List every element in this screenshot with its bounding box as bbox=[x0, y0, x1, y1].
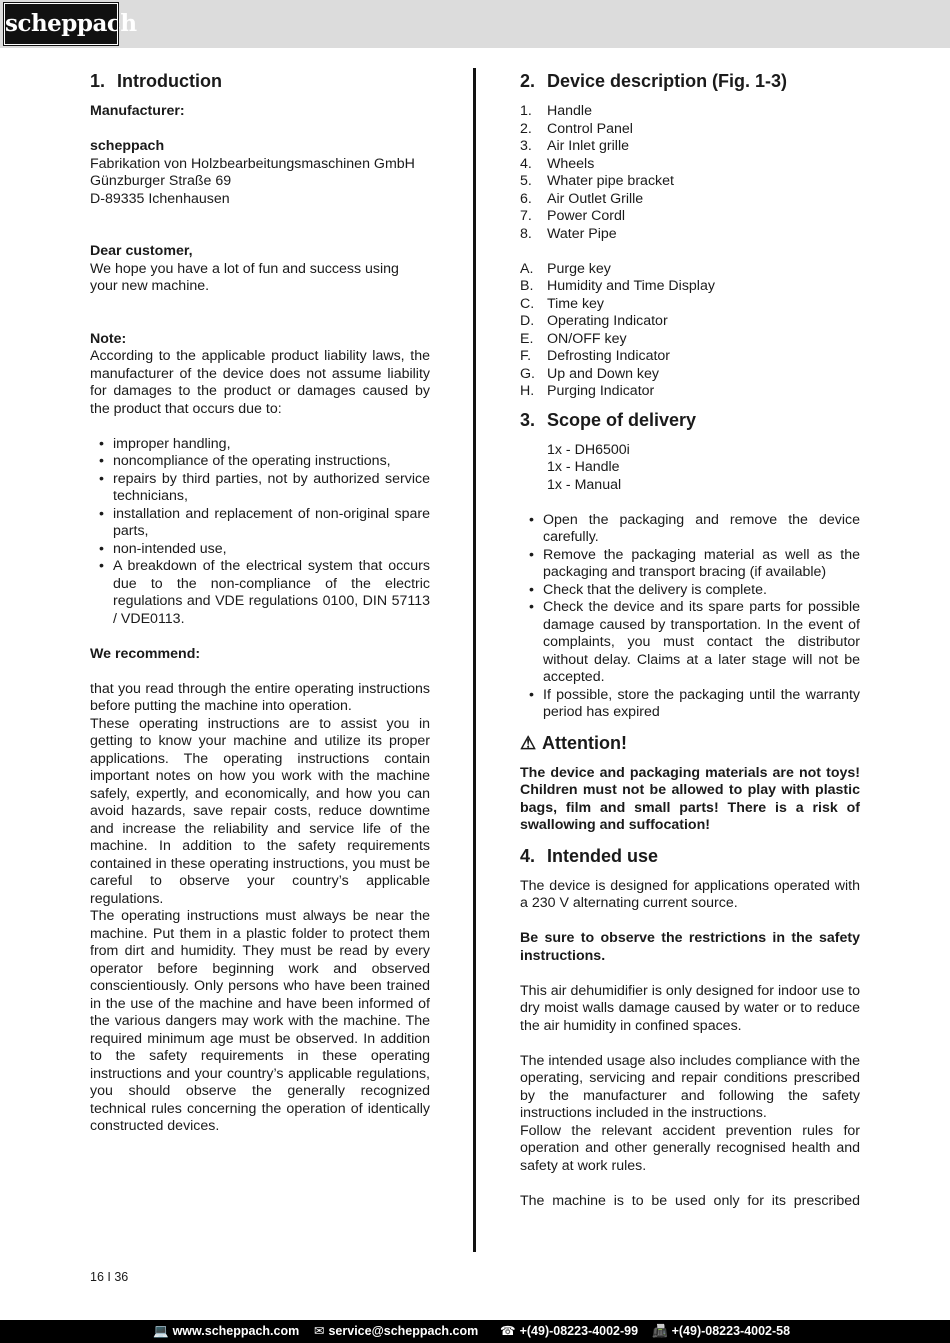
list-item: • installation and replacement of non-original spare parts, bbox=[90, 506, 430, 541]
mail-icon: ✉ bbox=[314, 1324, 325, 1338]
section-heading-intended-use: 4. Intended use bbox=[520, 845, 659, 866]
list-item: 5. Whater pipe bracket bbox=[520, 173, 674, 189]
list-item: • A breakdown of the electrical system that occurs due to the non-compliance of the electric regulations and VDE regulations 0100, DIN 57113 / VDE0113. bbox=[90, 558, 430, 628]
intended-text: The intended usage also includes compliance with the operating, servicing and repair conditions prescribed by the manufacturer and following the safety instructions included in the instructions. bbox=[520, 1052, 860, 1121]
footer-email[interactable]: ✉ service@scheppach.com bbox=[314, 1324, 479, 1338]
note-text: According to the applicable product liability laws, the manufacturer of the device does not assume liability for damages to the product or damages caused by the product that occurs due to: bbox=[90, 348, 430, 417]
recommend-label: We recommend: bbox=[90, 645, 201, 662]
section-heading-scope-of-delivery: 3. Scope of delivery bbox=[520, 409, 697, 430]
delivery-contents bbox=[520, 442, 860, 495]
recommend-text: that you read through the entire operating instructions before putting the machine into operation. bbox=[90, 680, 430, 714]
page-number: 16 I 36 bbox=[90, 1270, 129, 1284]
footer-website[interactable]: 💻 www.scheppach.com bbox=[153, 1324, 300, 1338]
fax-icon: 📠 bbox=[652, 1324, 668, 1338]
address-line: D-89335 Ichenhausen bbox=[90, 190, 230, 207]
list-item: B. Humidity and Time Display bbox=[520, 278, 715, 294]
intended-text: This air dehumidifier is only designed for indoor use to dry moist walls damage caused by water or to reduce the air humidity in confined spaces. bbox=[520, 982, 860, 1034]
delivery-item: 1x - Handle bbox=[547, 459, 620, 475]
footer-fax: 📠 +(49)-08223-4002-58 bbox=[652, 1324, 791, 1338]
list-item: • non-intended use, bbox=[90, 541, 430, 559]
left-column bbox=[90, 66, 430, 1136]
recommend-text: These operating instructions are to assist you in getting to know your machine and utilize its proper applications. The operating instructions contain important notes on how you work with the machine safely, expertly, and economically, and how you can avoid hazards, save repair costs, reduce downtime and increase the reliability and service life of the machine. In addition to the safety requirements contained in these operating instructions, you must be careful to observe your country’s applicable regulations. bbox=[90, 715, 430, 907]
list-item: • If possible, store the packaging until the warranty period has expired bbox=[520, 687, 860, 722]
section-heading-introduction: 1. Introduction bbox=[90, 71, 222, 91]
list-item: • Open the packaging and remove the device carefully. bbox=[520, 512, 860, 547]
list-item: 7. Power Cordl bbox=[520, 208, 626, 224]
attention-heading: ⚠ Attention! bbox=[520, 728, 860, 758]
list-item: • repairs by third parties, not by authorized service technicians, bbox=[90, 471, 430, 506]
list-item: • Check the device and its spare parts for possible damage caused by transportation. In the event of complaints, you must contact the distributor without delay. Claims at a later stage will not be accepted. bbox=[520, 599, 860, 687]
computer-icon: 💻 bbox=[153, 1324, 169, 1338]
right-column bbox=[520, 66, 860, 1210]
footer-bar bbox=[0, 1320, 950, 1343]
delivery-instructions bbox=[520, 512, 860, 722]
list-item: F. Defrosting Indicator bbox=[520, 348, 671, 364]
list-item: C. Time key bbox=[520, 295, 605, 312]
parts-list bbox=[520, 103, 860, 243]
list-item: D. Operating Indicator bbox=[520, 313, 668, 329]
list-item: A. Purge key bbox=[520, 260, 611, 277]
phone-icon: ☎ bbox=[500, 1324, 516, 1338]
delivery-item: 1x - Manual bbox=[547, 476, 622, 493]
address-line: Fabrikation von Holzbearbeitungsmaschinen GmbH bbox=[90, 155, 415, 172]
attention-text: The device and packaging materials are not toys! Children must not be allowed to play with plastic bags, film and small parts! There is a risk of swallowing and suffocation! bbox=[520, 764, 860, 833]
greeting-text: We hope you have a lot of fun and success using your new machine. bbox=[90, 260, 399, 294]
list-item: H. Purging Indicator bbox=[520, 383, 655, 399]
address-line: Günzburger Straße 69 bbox=[90, 173, 232, 189]
intended-bold: Be sure to observe the restrictions in the safety instructions. bbox=[520, 930, 860, 964]
column-divider bbox=[473, 68, 476, 1252]
header-bar bbox=[0, 0, 950, 48]
list-item: • improper handling, bbox=[90, 436, 430, 454]
note-label: Note: bbox=[90, 330, 127, 347]
keys-list bbox=[520, 261, 860, 401]
list-item: 1. Handle bbox=[520, 103, 592, 119]
list-item: G. Up and Down key bbox=[520, 365, 659, 382]
section-heading-device-description: 2. Device description (Fig. 1-3) bbox=[520, 71, 788, 91]
list-item: 3. Air Inlet grille bbox=[520, 138, 630, 154]
scheppach-logo: scheppach bbox=[4, 3, 118, 45]
company-name: scheppach bbox=[90, 138, 165, 154]
list-item: • Check that the delivery is complete. bbox=[520, 582, 860, 600]
list-item: 6. Air Outlet Grille bbox=[520, 190, 644, 207]
delivery-item: 1x - DH6500i bbox=[547, 441, 630, 458]
list-item: • noncompliance of the operating instructions, bbox=[90, 453, 430, 471]
footer-phone[interactable]: ☎ +(49)-08223-4002-99 bbox=[500, 1324, 639, 1338]
list-item: 2. Control Panel bbox=[520, 120, 633, 137]
list-item: • Remove the packaging material as well as the packaging and transport bracing (if available) bbox=[520, 547, 860, 582]
intended-text: The device is designed for applications operated with a 230 V alternating current source. bbox=[520, 877, 860, 911]
warning-icon: ⚠ bbox=[520, 732, 537, 753]
list-item: E. ON/OFF key bbox=[520, 330, 627, 347]
list-item: 8. Water Pipe bbox=[520, 225, 617, 242]
intended-text: Follow the relevant accident prevention rules for operation and other generally recognised health and safety at work rules. bbox=[520, 1122, 860, 1174]
recommend-text: The operating instructions must always be near the machine. Put them in a plastic folder to protect them from dirt and humidity. They must be read by every operator before beginning work and observed conscientiously. Only persons who have been trained in the use of the machine and have been informed of the various dangers may work with the machine. The required minimum age must be observed. In addition to the safety requirements in these operating instructions and your country’s applicable regulations, you should observe the generally recognized technical rules concerning the operation of identically constructed devices. bbox=[90, 908, 430, 1134]
intended-text: The machine is to be used only for its prescribed bbox=[520, 1192, 860, 1209]
greeting: Dear customer, bbox=[90, 243, 193, 259]
manufacturer-label: Manufacturer: bbox=[90, 103, 185, 119]
list-item: 4. Wheels bbox=[520, 155, 595, 172]
liability-list bbox=[90, 436, 430, 629]
